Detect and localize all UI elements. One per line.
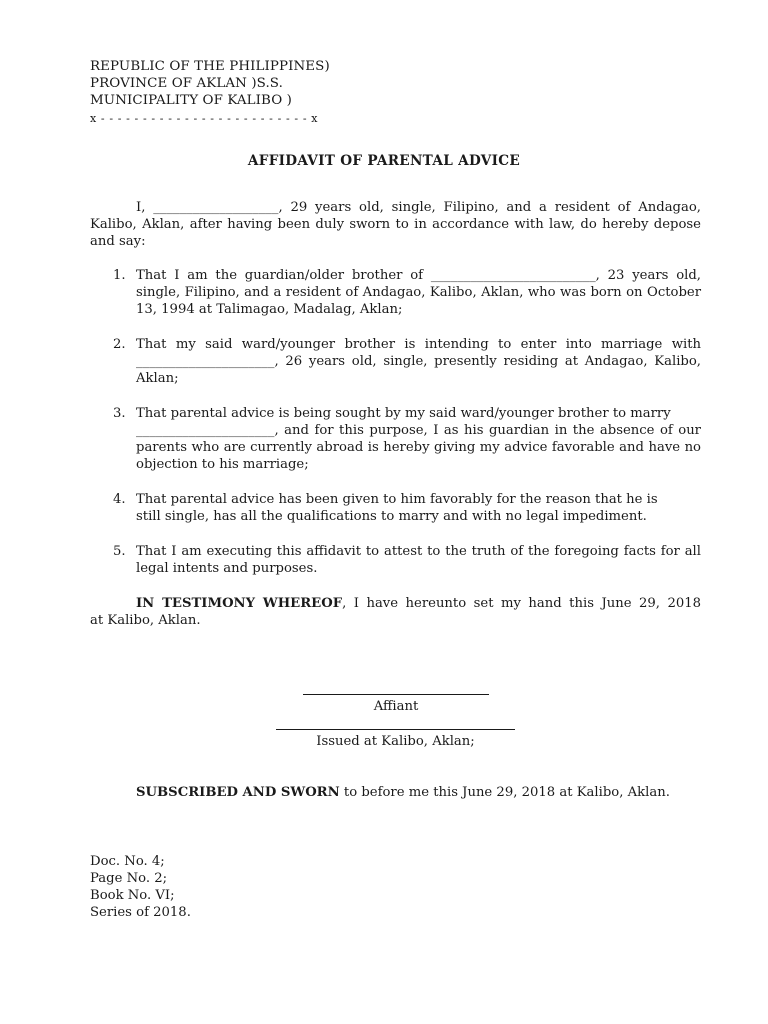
item-2-line-3: Aklan; [136,371,179,386]
item-1-text [136,267,701,318]
testimony-rest: , I have hereunto set my hand this June 29, 2018 [342,596,702,611]
item-4-line-1: That parental advice has been given to him favorably for the reason that he is [136,492,658,507]
item-3-line-3: parents who are currently abroad is hereby giving my advice favorable and have no [136,440,701,455]
notary-book-no: Book No. VI; [90,888,175,903]
subscribed-line [136,784,670,801]
document-title: AFFIDAVIT OF PARENTAL ADVICE [247,153,521,169]
testimony-paragraph [90,595,701,629]
item-3-line-4: objection to his marriage; [136,457,309,472]
item-3-line-2: _____________________, and for this purpose, I as his guardian in the absence of our [136,423,701,438]
item-3-line-1: That parental advice is being sought by my said ward/younger brother to marry [136,406,671,421]
item-2-number: 2. [113,337,126,352]
intro-paragraph [90,199,701,250]
item-1-line-1: That I am the guardian/older brother of _________________________, 23 years old, [136,268,701,283]
testimony-bold: IN TESTIMONY WHEREOF [136,596,343,611]
issued-label: Issued at Kalibo, Aklan; [316,734,475,749]
item-5-number: 5. [113,544,126,559]
item-5-line-2: legal intents and purposes. [136,561,318,576]
header-province: PROVINCE OF AKLAN )S.S. [90,76,283,91]
item-5-text [136,543,701,577]
intro-line-3: and say: [90,234,146,249]
item-4-line-2: still single, has all the qualifications to marry and with no legal impediment. [136,509,647,524]
item-2-line-2: _____________________, 26 years old, single, presently residing at Andagao, Kalibo, [136,354,701,369]
item-2-text [136,336,701,387]
affiant-label: Affiant [373,699,419,714]
intro-line-1: I, ___________________, 29 years old, single, Filipino, and a resident of Andagao, [136,200,701,215]
subscribed-bold: SUBSCRIBED AND SWORN [136,785,340,800]
item-2-line-1: That my said ward/younger brother is intending to enter into marriage with [136,337,701,352]
issued-signature-line [276,729,515,730]
testimony-line-1 [90,595,701,612]
item-3-number: 3. [113,406,126,421]
notary-doc-no: Doc. No. 4; [90,854,165,869]
item-1-line-2: single, Filipino, and a resident of Andagao, Kalibo, Aklan, who was born on October [136,285,701,300]
item-3-text [136,405,701,473]
header-municipality: MUNICIPALITY OF KALIBO ) [90,93,292,108]
intro-line-2: Kalibo, Aklan, after having been duly sworn to in accordance with law, do hereby depose [90,217,701,232]
affiant-signature-line [303,694,489,695]
header-separator: x - - - - - - - - - - - - - - - - - - - - - - - - - x [90,112,319,125]
item-4-text [136,491,701,525]
notary-series: Series of 2018. [90,905,191,920]
item-5-line-1: That I am executing this affidavit to attest to the truth of the foregoing facts for all [136,544,701,559]
item-1-line-3: 13, 1994 at Talimagao, Madalag, Aklan; [136,302,403,317]
header-republic: REPUBLIC OF THE PHILIPPINES) [90,59,330,74]
notary-page-no: Page No. 2; [90,871,168,886]
testimony-line-2: at Kalibo, Aklan. [90,613,201,628]
item-4-number: 4. [113,492,126,507]
subscribed-rest: to before me this June 29, 2018 at Kalibo, Aklan. [339,785,670,800]
item-1-number: 1. [113,268,126,283]
